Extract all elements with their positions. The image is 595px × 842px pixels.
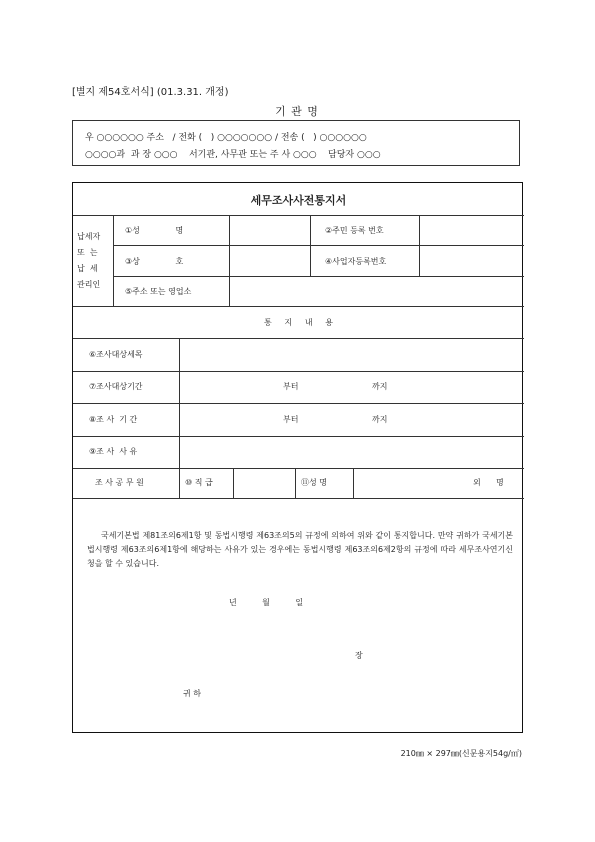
investigation-period-label: ⑧조 사 기 간 [89,415,138,424]
divider [113,215,114,306]
taxpayer-label-line: 또 는 [77,248,98,257]
form-title: 세무조사사전통지서 [250,194,347,207]
recipient-label: 귀 하 [183,689,201,698]
divider [73,371,524,372]
paper-spec: 210㎜ × 297㎜(신문용지54g/㎡) [400,749,522,758]
divider [73,338,524,339]
business-number-label: ④사업자등록번호 [325,257,387,266]
to-label: 까지 [372,382,388,391]
divider [295,468,296,498]
to-label: 까지 [372,415,388,424]
divider [353,468,354,498]
tax-items-label: ⑥조사대상세목 [89,350,143,359]
form-number: [별지 제54호서식] (01.3.31. 개정) [72,87,229,98]
agency-name: 기 관 명 [275,105,319,118]
taxpayer-label-line: 납세자 [77,232,101,241]
rank-label: ⑩ 직 급 [185,478,213,487]
address-label: ⑤주소 또는 영업소 [125,287,192,296]
divider [179,338,180,468]
business-name-label: ③상 호 [125,257,184,266]
agency-address-box [72,120,520,166]
divider [419,215,420,276]
target-period-label: ⑦조사대상기간 [89,382,143,391]
date-line: 년 월 일 [229,598,304,607]
notice-paragraph: 국세기본법 제81조의6제1항 및 동법시행령 제63조의5의 규정에 의하여 위와 같이 통지합니다. 만약 귀하가 국세기본법시행령 제63조의6제1항에 해당하는 사유가 있는 경우에는 동법시행령 제63조의6제2항의 규정에 따라 세무조사연기신청을 할 수 있습니다. [87,531,513,568]
reason-label: ⑨조 사 사 유 [89,447,138,456]
divider [73,498,524,499]
officer-name-label: ⑪성 명 [301,478,327,487]
divider [310,215,311,276]
divider [179,468,180,498]
taxpayer-label-line: 관리인 [77,280,101,289]
taxpayer-label-line: 납 세 [77,264,98,273]
from-label: 부터 [283,415,299,424]
divider [73,306,524,307]
address-line-1: 우 ○○○○○○ 주소 / 전화 ( ) ○○○○○○○ / 전송 ( ) ○○○○○○ [85,133,367,143]
divider [73,215,524,216]
from-label: 부터 [283,382,299,391]
officer-label: 조 사 공 무 원 [95,478,144,487]
divider [73,468,524,469]
divider [113,276,524,277]
divider [229,215,230,306]
divider [73,436,524,437]
divider [113,245,524,246]
divider [233,468,234,498]
name-label: ①성 명 [125,226,184,235]
notice-content-header: 통 지 내 용 [263,318,334,327]
head-title: 장 [355,651,363,660]
resident-number-label: ②주민 등록 번호 [325,226,384,235]
notice-form [72,182,523,733]
others-count-label: 외 명 [473,478,504,487]
address-line-2: ○○○○과 과 장 ○○○ 서기관, 사무관 또는 주 사 ○○○ 담당자 ○○○ [85,150,381,160]
divider [73,403,524,404]
